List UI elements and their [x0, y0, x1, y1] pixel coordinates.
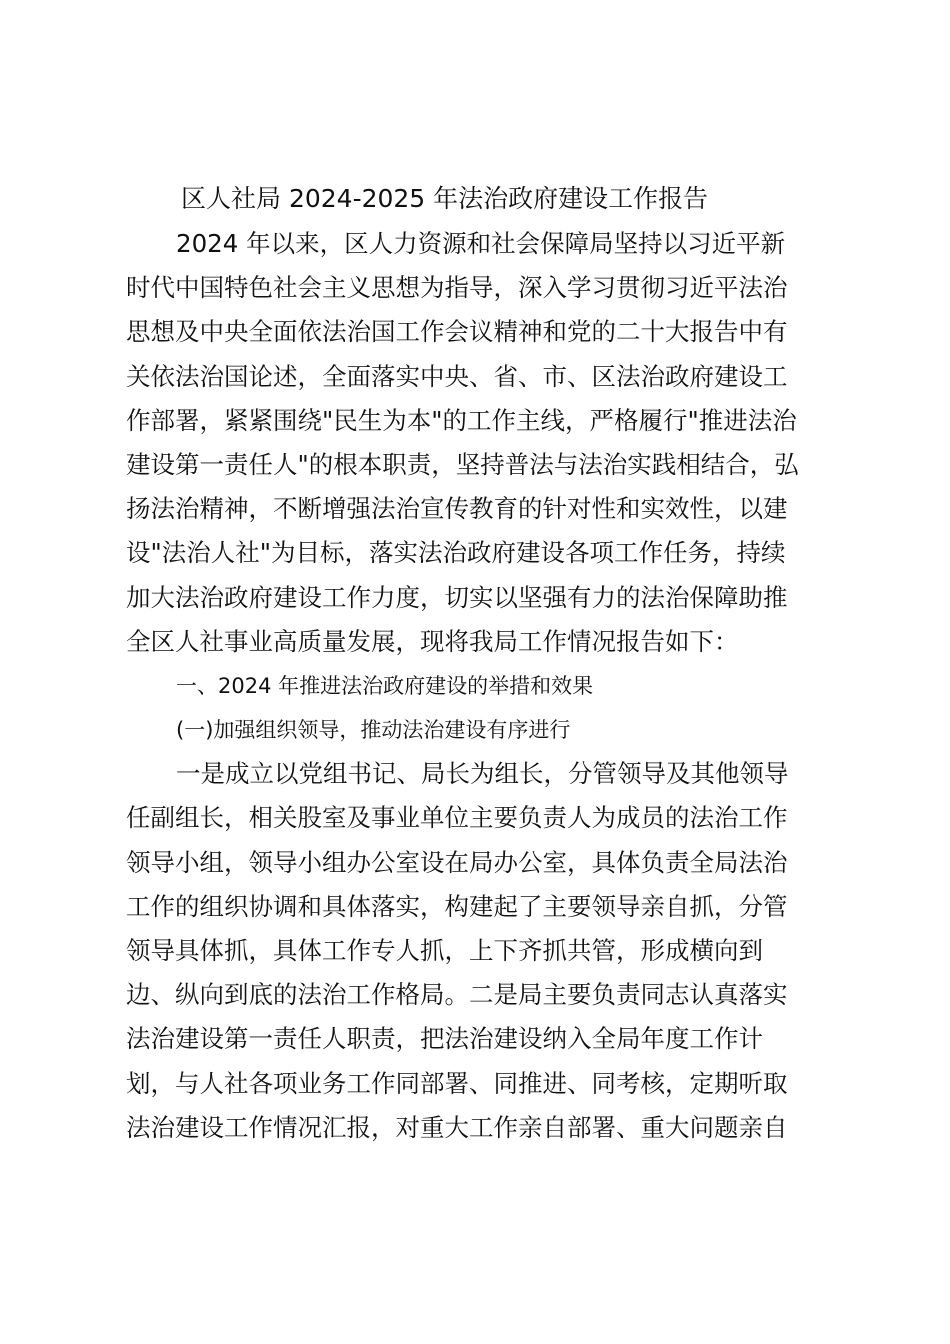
text-line: 2024 年以来，区人力资源和社会保障局坚持以习近平新	[176, 229, 786, 258]
text-line: 领导小组，领导小组办公室设在局办公室，具体负责全局法治	[126, 847, 788, 877]
text-line: 全区人社事业高质量发展，现将我局工作情况报告如下：	[126, 626, 739, 656]
text-line: 任副组长，相关股室及事业单位主要负责人为成员的法治工作	[126, 803, 788, 833]
text-line: 一是成立以党组书记、局长为组长，分管领导及其他领导	[176, 759, 789, 789]
body-paragraph	[126, 752, 826, 1150]
subsection-heading: (一)加强组织领导，推动法治建设有序进行	[176, 718, 571, 743]
text-line: 加大法治政府建设工作力度，切实以坚强有力的法治保障助推	[126, 582, 788, 612]
section-heading: 一、2024 年推进法治政府建设的举措和效果	[176, 673, 594, 698]
text-line: 作部署，紧紧围绕"民生为本"的工作主线，严格履行"推进法治	[126, 405, 797, 435]
document-title: 区人社局 2024-2025 年法治政府建设工作报告	[181, 184, 709, 213]
text-line: 建设第一责任人"的根本职责，坚持普法与法治实践相结合，弘	[126, 449, 799, 479]
text-line: 划，与人社各项业务工作同部署、同推进、同考核，定期听取	[126, 1068, 788, 1098]
text-line: 工作的组织协调和具体落实，构建起了主要领导亲自抓，分管	[126, 891, 788, 921]
text-line: 法治建设工作情况汇报，对重大工作亲自部署、重大问题亲自	[126, 1112, 788, 1142]
text-line: 扬法治精神，不断增强法治宣传教育的针对性和实效性，以建	[126, 494, 788, 524]
text-line: 领导具体抓，具体工作专人抓，上下齐抓共管，形成横向到	[126, 936, 763, 965]
document-content	[126, 176, 826, 1150]
text-line: 思想及中央全面依法治国工作会议精神和党的二十大报告中有	[126, 317, 788, 347]
text-line: 设"法治人社"为目标，落实法治政府建设各项工作任务，持续	[126, 538, 786, 568]
text-line: 时代中国特色社会主义思想为指导，深入学习贯彻习近平法治	[126, 273, 788, 303]
text-line: 法治建设第一责任人职责，把法治建设纳入全局年度工作计	[126, 1024, 763, 1054]
intro-paragraph	[126, 222, 826, 664]
text-line: 关依法治国论述，全面落实中央、省、市、区法治政府建设工	[126, 361, 788, 391]
text-line: 边、纵向到底的法治工作格局。二是局主要负责同志认真落实	[126, 980, 788, 1010]
